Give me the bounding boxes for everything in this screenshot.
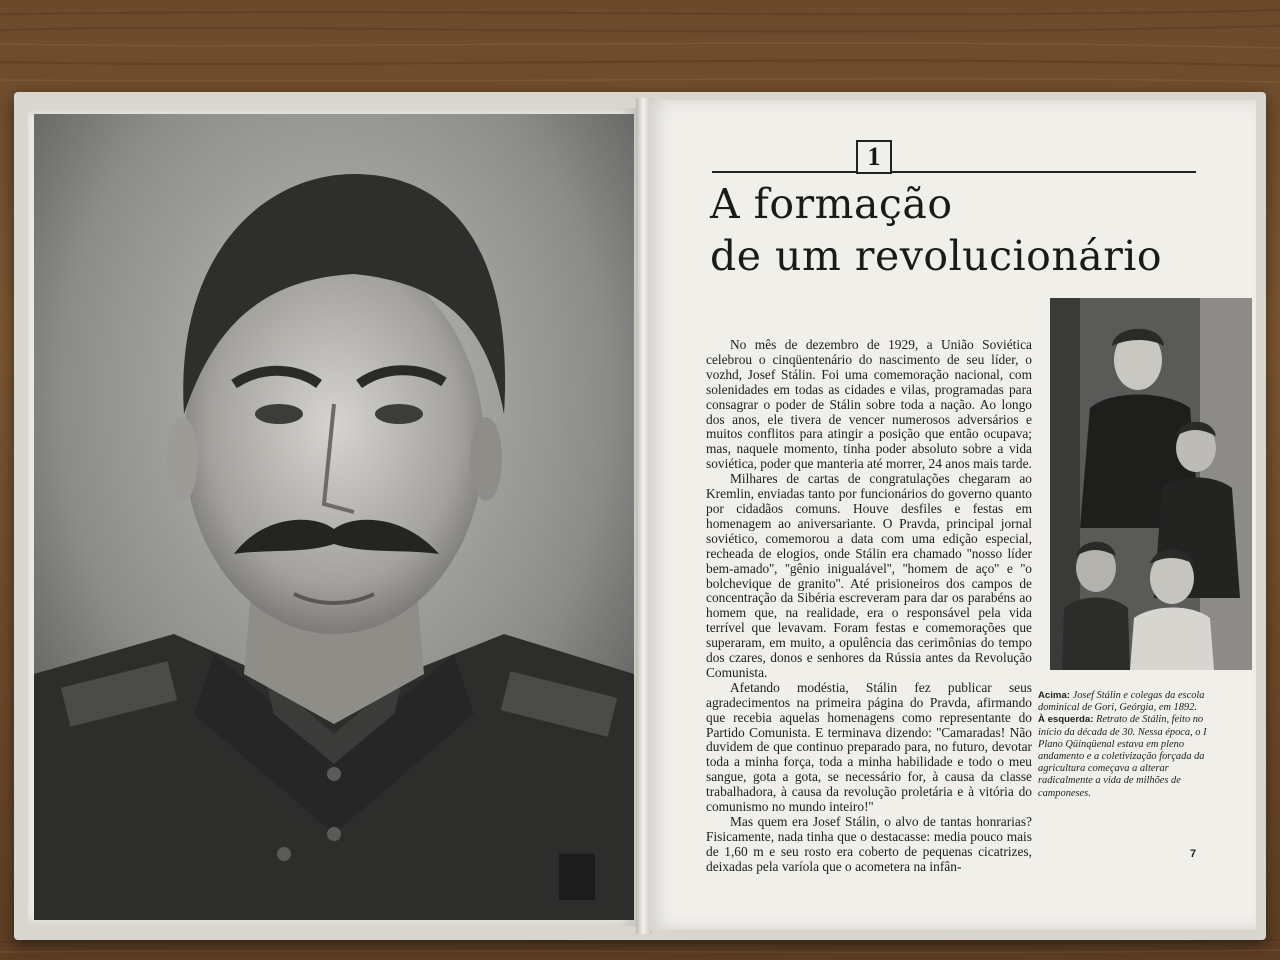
caption-text-above: Josef Stálin e colegas da escola dominical de Gori, Geórgia, em 1892. xyxy=(1038,690,1205,714)
body-text xyxy=(706,338,1032,875)
chapter-title-line-1: A formação xyxy=(710,180,953,228)
caption-label-above: Acima: xyxy=(1038,690,1070,701)
page-number: 7 xyxy=(1190,848,1197,860)
body-paragraph: No mês de dezembro de 1929, a União Soviética celebrou o cinqüentenário do nascimento de seu líder, o vozhd, Josef Stálin. Foi uma comemoração nacional, com solenidades em todas as cidades e vilas, programadas para consagrar o poder de Stálin sobre toda a nação. Ao longo dos anos, ele tivera de vencer numerosos adversários e muitos conflitos para atingir a posição que então ocupava; mas, naquele momento, tinha poder absoluto sobre a vida soviética, poder que manteria até morrer, 24 anos mais tarde. xyxy=(706,337,1032,472)
body-paragraph: Milhares de cartas de congratulações chegaram ao Kremlin, enviadas tanto por funcionários do governo quanto por cidadãos comuns. Houve desfiles e festas em homenagem ao aniversariante. O Pravda, principal jornal soviético, comemorou a data com uma edição especial, recheada de elogios, onde Stálin era chamado ''nosso líder bem-amado'', ''gênio inigualável'', ''homem de aço'' e ''o bolchevique de granito''. Até prisioneiros dos campos de concentração da Sibéria escreveram para dar os parabéns ao homem que, na realidade, era o responsável pela vida terrível que levavam. Foram festas e comemorações que superaram, em muito, a opulência das cerimônias do tempo dos czares, donos e senhores da Rússia antes da Revolução Comunista. xyxy=(706,471,1032,680)
chapter-rule xyxy=(712,171,1196,173)
chapter-number: 1 xyxy=(856,140,892,174)
body-paragraph: Afetando modéstia, Stálin fez publicar seus agradecimentos na primeira página do Pravda, afirmando que recebia aquelas homenagens como representante do Partido Comunista. E terminava dizendo: ''Camaradas! Não duvidem de que continuo preparado para, no futuro, devotar toda a minha força, toda a minha habilidade e todo o meu sangue, gota a gota, se necessário for, à causa da classe trabalhadora, à causa da revolução proletária e à vitória do comunismo no mundo inteiro!'' xyxy=(706,679,1032,815)
chapter-title-line-2: de um revolucionário xyxy=(710,232,1163,280)
group-photo xyxy=(1050,298,1252,670)
chapter-title xyxy=(710,178,1190,282)
body-paragraph: Mas quem era Josef Stálin, o alvo de tantas honrarias? Fisicamente, nada tinha que o destacasse: media pouco mais de 1,60 m e seu rosto era coberto de pequenas cicatrizes, deixadas pela varíola que o acometera na infân- xyxy=(706,814,1032,874)
photo-caption xyxy=(1038,690,1208,800)
caption-text-left: Retrato de Stálin, feito no início da década de 30. Nessa época, o I Plano Qüinqüenal estava em pleno andamento e a coletivização forçada da agricultura começava a alterar radicalmente a vida de milhões de camponeses. xyxy=(1038,714,1207,799)
stalin-portrait-photo xyxy=(34,114,634,920)
caption-label-left: À esquerda: xyxy=(1038,714,1094,726)
